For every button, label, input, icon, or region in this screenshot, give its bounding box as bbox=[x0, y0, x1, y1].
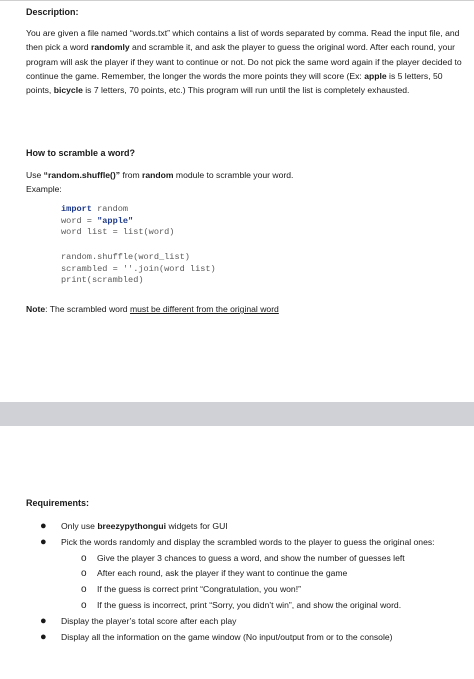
bullet-icon: ● bbox=[40, 630, 47, 643]
list-item: ● Only use breezypythongui widgets for GUI bbox=[26, 519, 466, 535]
page-separator bbox=[0, 402, 474, 426]
note-underlined: must be different from the original word bbox=[129, 304, 279, 314]
emphasis-bicycle: bicycle bbox=[53, 85, 83, 96]
list-item: ● Display the player’s total score after each play bbox=[26, 614, 466, 630]
circle-bullet-icon: o bbox=[81, 552, 87, 564]
example-label: Example: bbox=[26, 184, 62, 194]
bullet-icon: ● bbox=[40, 520, 47, 532]
sub-list-item: o If the guess is incorrect, print “Sorry, you didn’t win”, and show the original word. bbox=[61, 598, 466, 614]
bullet-icon: ● bbox=[40, 614, 47, 627]
requirements-list bbox=[26, 519, 466, 645]
code-keyword-import: import bbox=[61, 204, 92, 214]
emphasis-randomly: randomly bbox=[90, 42, 130, 53]
note-line: Note: The scrambled word must be different from the original word bbox=[26, 304, 279, 314]
how-instruction: Use “random.shuffle()” from random module to scramble your word. bbox=[26, 170, 294, 180]
bullet-icon: ● bbox=[40, 535, 47, 548]
note-label: Note bbox=[26, 304, 46, 314]
emphasis-apple: apple bbox=[364, 70, 387, 81]
sub-list-item: o Give the player 3 chances to guess a word, and show the number of guesses left bbox=[61, 551, 466, 567]
requirements-heading: Requirements: bbox=[26, 498, 90, 508]
sub-list-item: o After each round, ask the player if they want to continue the game bbox=[61, 566, 466, 582]
code-block-1: import random word = "apple" word list = list(word) bbox=[61, 204, 175, 237]
how-heading: How to scramble a word? bbox=[26, 148, 136, 158]
circle-bullet-icon: o bbox=[81, 584, 87, 596]
code-block-2: random.shuffle(word_list) scrambled = ''.join(word list) print(scrambled) bbox=[61, 252, 216, 285]
requirements-panel bbox=[0, 426, 474, 679]
description-paragraph: You are given a file named “words.txt” which contains a list of words separated by comma. Read the input file, and then pick a word randomly and scramble it, and ask the player to guess the original word. After each round, your program will ask the player if they want to continue or not. Do not pick the same word again if the player decided to continue the game. Remember, the longer the words the more points they will score (Ex: apple is 5 letters, 50 points, bicycle is 7 letters, 70 points, etc.) This program will run until the list is completely exhausted. bbox=[26, 28, 462, 96]
circle-bullet-icon: o bbox=[81, 599, 87, 611]
circle-bullet-icon: o bbox=[81, 568, 87, 580]
sub-list-item: o If the guess is correct print “Congratulation, you won!” bbox=[61, 582, 466, 598]
sub-list bbox=[61, 551, 466, 614]
code-string-apple: "apple" bbox=[97, 215, 134, 226]
list-item: ● Pick the words randomly and display the scrambled words to the player to guess the original ones: o Give the player 3 chances to guess a word, and show the number of guesses left o After each round, ask the player if they want to continue the game o If the guess is correct print “Congratulation, you won!” o If the guess is incorrect, print “Sorry, you didn’t win”, and show the original word. bbox=[26, 535, 466, 614]
description-heading: Description: bbox=[26, 7, 79, 17]
list-item: ● Display all the information on the game window (No input/output from or to the console) bbox=[26, 630, 466, 646]
